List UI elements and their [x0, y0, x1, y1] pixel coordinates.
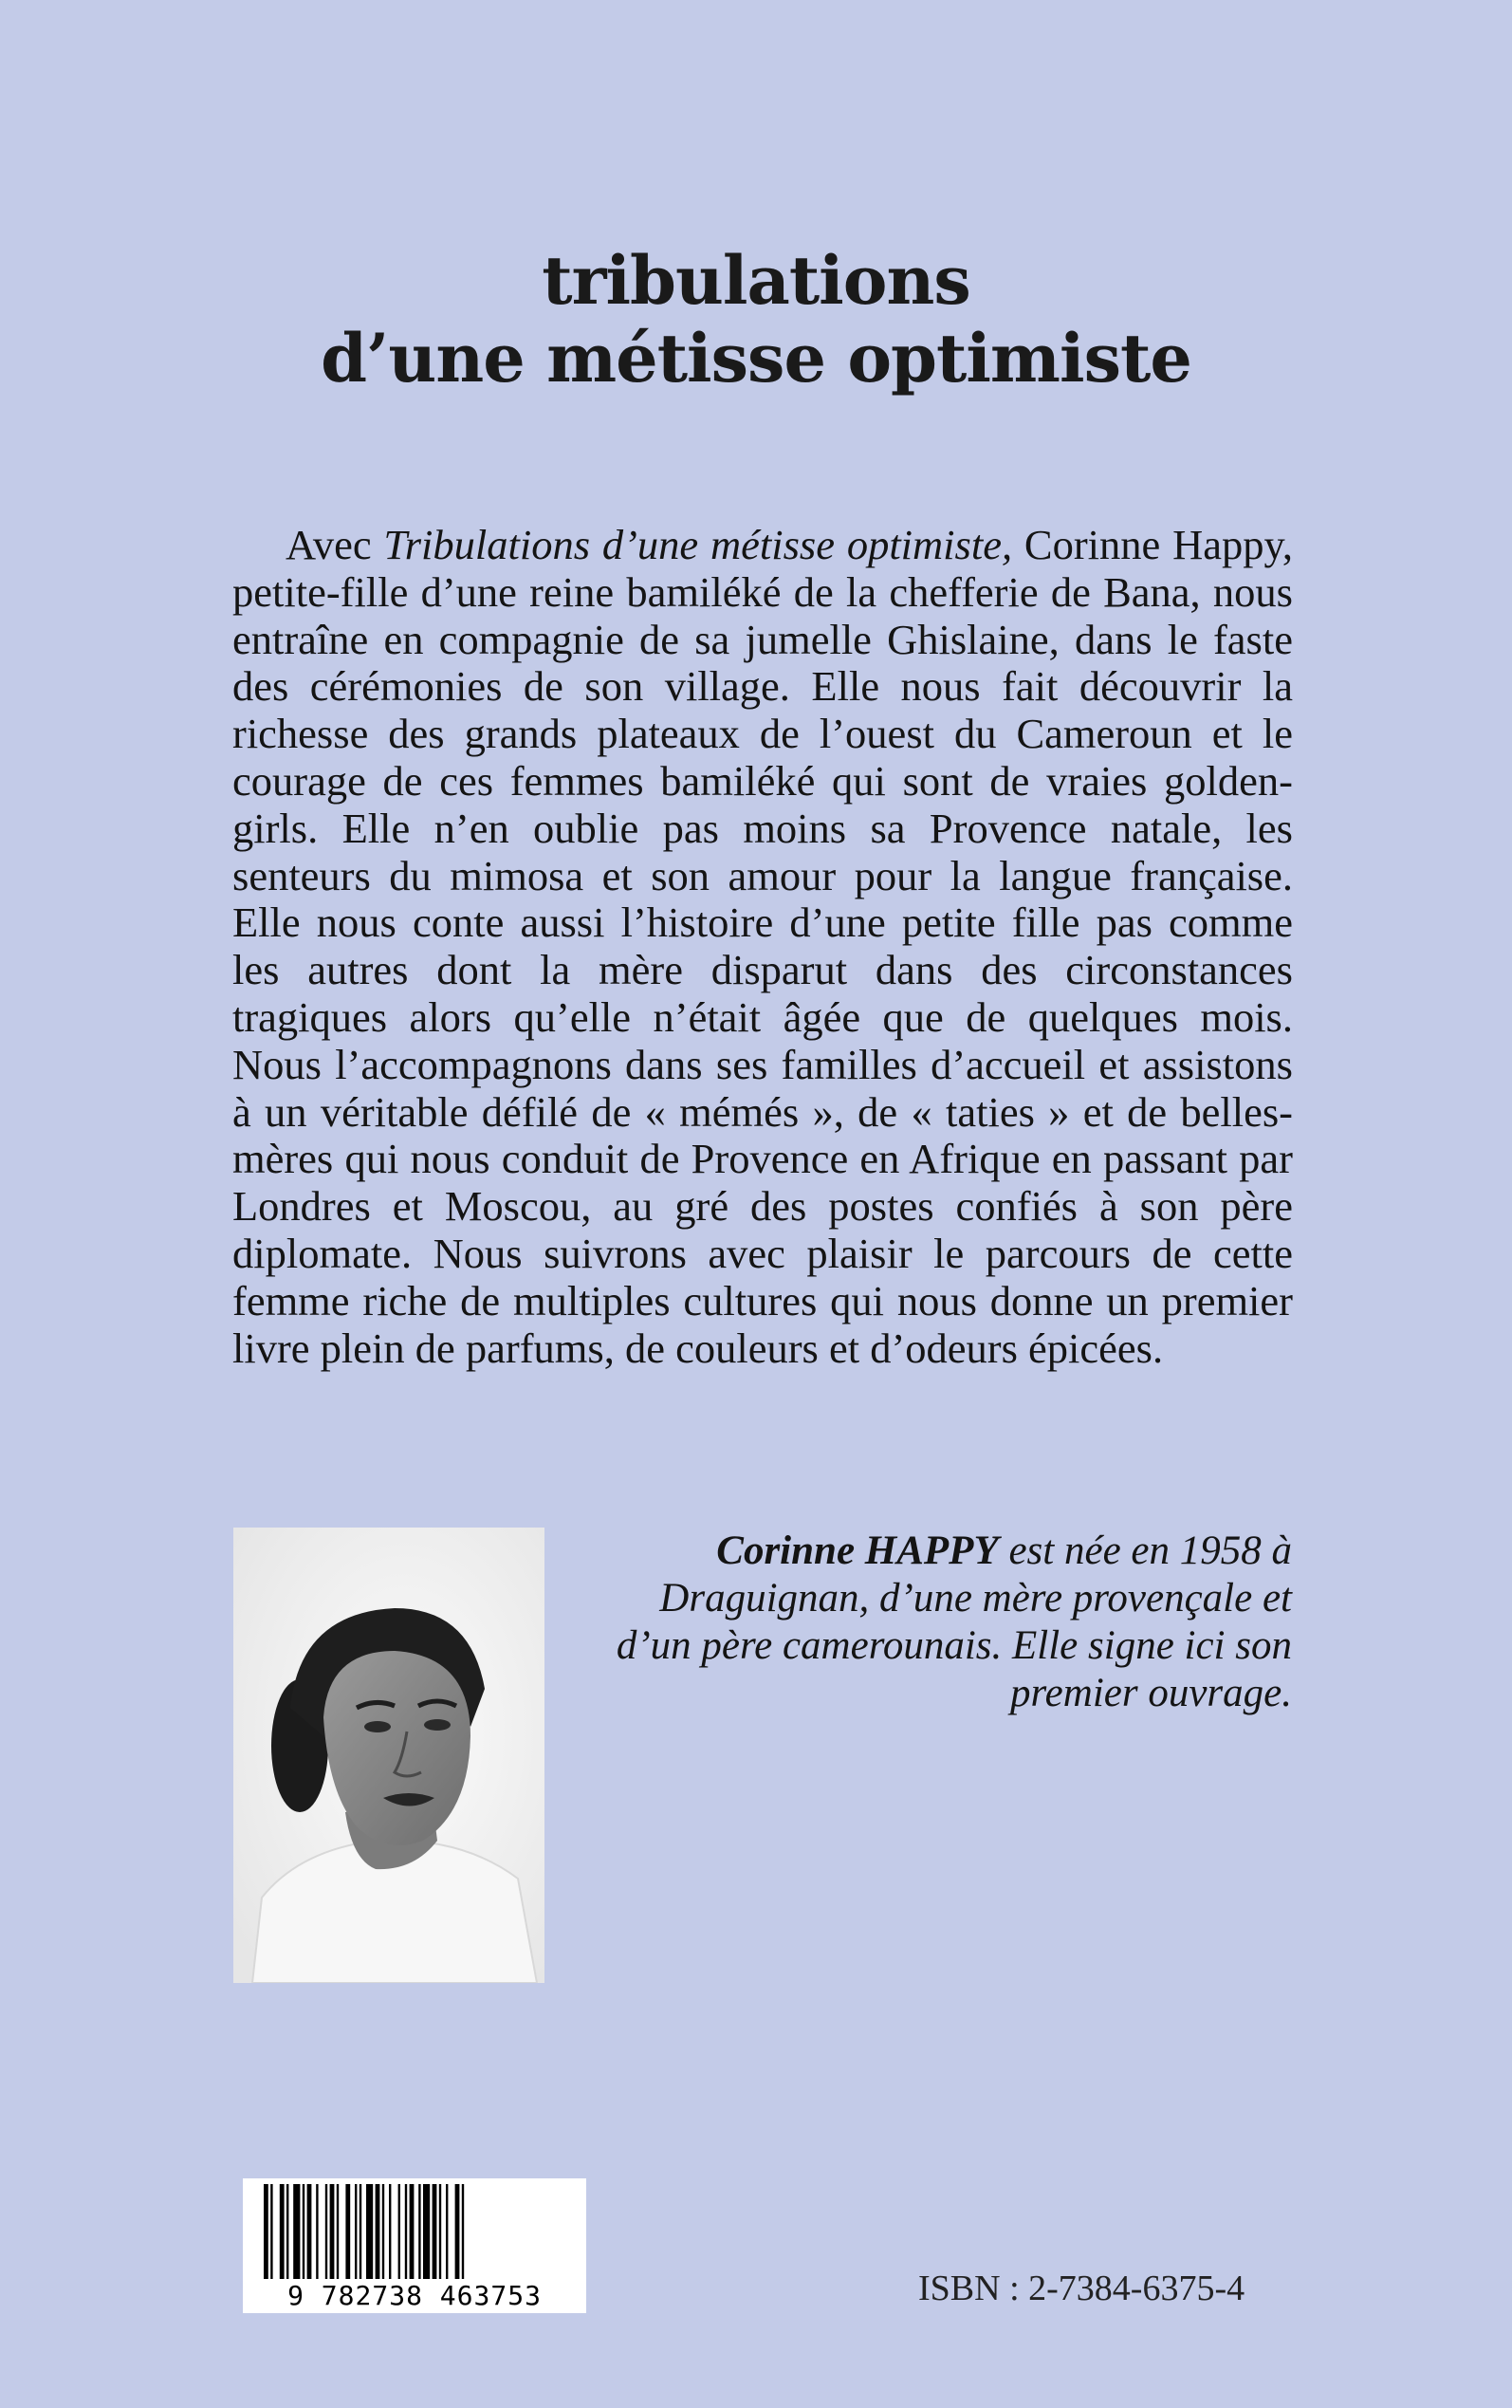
barcode-bar [286, 2184, 288, 2279]
author-name: Corinne HAPPY [716, 1528, 999, 1573]
barcode-bar [316, 2184, 318, 2279]
barcode-bar [405, 2184, 407, 2279]
barcode-bar [389, 2184, 391, 2279]
barcode-bar [382, 2184, 384, 2279]
barcode-bar [303, 2184, 304, 2279]
isbn-number: ISBN : 2-7384-6375-4 [918, 2269, 1245, 2308]
barcode-bar [376, 2184, 380, 2279]
barcode-bar [280, 2184, 285, 2279]
book-title-line-1: tribulations [542, 241, 970, 320]
barcode-bar [455, 2184, 460, 2279]
book-title [0, 242, 1512, 398]
barcode-digits: 9 782738 463753 [243, 2280, 586, 2311]
barcode-bar [270, 2184, 272, 2279]
barcode-bar [398, 2184, 400, 2279]
barcode-bar [360, 2184, 361, 2279]
barcode-bar [418, 2184, 420, 2279]
barcode-bar [366, 2184, 373, 2279]
barcode-bar [264, 2184, 268, 2279]
barcode-bar [423, 2184, 430, 2279]
blurb-intro: Avec [286, 521, 384, 568]
barcode-bar [293, 2184, 300, 2279]
barcode [243, 2178, 586, 2313]
author-bio [588, 1528, 1292, 1717]
barcode-bar [337, 2184, 339, 2279]
barcode-bar [330, 2184, 335, 2279]
back-cover-blurb [232, 522, 1293, 1372]
barcode-bar [345, 2184, 350, 2279]
barcode-bar [307, 2184, 312, 2279]
barcode-bar [462, 2184, 464, 2279]
blurb-body: Corinne Happy, petite-fille d’une reine bamiléké de la chefferie de Bana, nous entraîne en compagnie de sa jumelle Ghislaine, dans le faste des cérémonies de son village. Elle nous fait découvrir la richesse des grands plateaux de l’ouest du Cameroun et le courage de ces femmes bamiléké qui sont de vraies golden-girls. Elle n’en oublie pas moins sa Provence natale, les senteurs du mimosa et son amour pour la langue française. Elle nous conte aussi l’histoire d’une petite fille pas comme les autres dont la mère disparut dans des circonstances tragiques alors qu’elle n’était âgée que de quelques mois. Nous l’accompagnons dans ses familles d’accueil et assistons à un véritable défilé de « mémés », de « taties » et de belles-mères qui nous conduit de Provence en Afrique en passant par Londres et Moscou, au gré des postes confiés à son père diplomate. Nous suivrons avec plaisir le parcours de cette femme riche de multiples cultures qui nous donne un premier livre plein de parfums, de couleurs et d’odeurs épicées. [232, 521, 1293, 1372]
barcode-bar [410, 2184, 415, 2279]
barcode-bar [446, 2184, 448, 2279]
barcode-bar [355, 2184, 357, 2279]
blurb-book-title: Tribulations d’une métisse optimiste, [383, 521, 1013, 568]
author-bio-text: est née en 1958 à Draguignan, d’une mère provençale et d’un père camerounais. Elle signe ici son premier ouvrage. [616, 1528, 1292, 1715]
barcode-bar [433, 2184, 437, 2279]
book-title-line-2: d’une métisse optimiste [321, 319, 1191, 398]
author-photo [233, 1528, 544, 1983]
barcode-bar [325, 2184, 327, 2279]
author-portrait-image [233, 1528, 544, 1983]
barcode-bar [439, 2184, 441, 2279]
